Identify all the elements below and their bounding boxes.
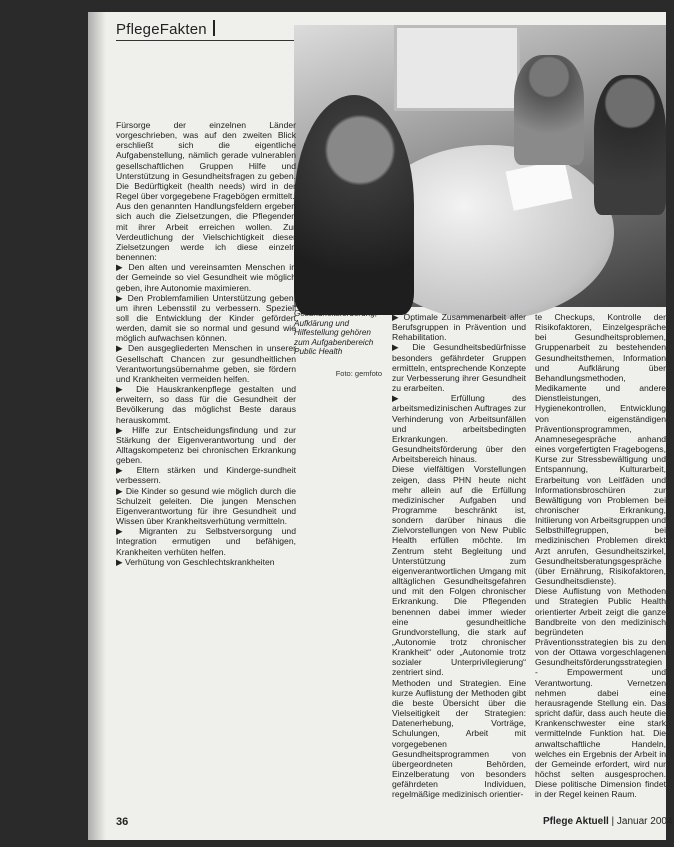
paragraph: Diese vielfältigen Vorstellungen zeigen, dass PHN heute nicht mehr allein auf die Erfüllung medizinischer Aufgaben und Programme beschränkt ist, sondern darüber hinaus die Zielvorstellungen von New Public Health erfüllen möchte. Im Zentrum steht Begleitung und Unterstützung zum eigenverantwortlichen Umgang mit alltäglichen Gesundheitsgefahren und mit den Folgen chronischer Erkrankung. Die Pflegenden benennen dabei immer wieder eine gesundheitliche Grundvorstellung, die stark auf „Autonomie trotz chronischer Krankheit“ oder „Autonomie trotz sozialer Unterprivilegierung“ zentriert sind. <box>392 464 526 678</box>
journal-name: Pflege Aktuell <box>543 816 609 827</box>
journal-issue: Januar 2004 <box>616 816 673 827</box>
list-item: ▶ Hilfe zur Entscheidungsfindung und zur Stärkung der Eigenverantwortung und der Alltagskompetenz bei chronischen Erkrankung geben. <box>116 424 296 466</box>
photo-person-center <box>514 55 584 165</box>
text-column-3 <box>535 312 666 800</box>
journal-footer: Pflege Aktuell | Januar 2004 <box>543 816 673 827</box>
article-photo <box>294 25 666 307</box>
section-title: PflegeFakten <box>116 21 207 38</box>
paragraph: Diese Auflistung von Methoden und Strategien Public Health orientierter Arbeit zeigt die ganze Bandbreite von den medizinisch begründeten Präventionsstrategien bis zu den von der Ottawa vorgeschlagenen Gesundheitsförderungsstrategien - Empowerment und Verantwortung. Vernetzen nehmen dabei eine herausragende Stellung ein. Das spricht dafür, dass auch heute die Krankenschwester eine stark vermittelnde Funktion hat. Die anwaltschaftliche Handeln, welches ein Ergebnis der Arbeit in der Gemeinde erfordert, wird nur höchst selten ausgesprochen. Diese politische Dimension findet in der Regel keinen Raum. <box>535 586 666 800</box>
list-item: ▶ Die Kinder so gesund wie möglich durch die Schulzeit geleiten. Die jungen Menschen Eigenverantwortung für ihre Gesundheit und Wissen über Krankheitsverhütung vermitteln. <box>116 485 296 527</box>
list-item: ▶ Verhütung von Geschlechtskrankheiten <box>116 556 275 567</box>
list-item: ▶ Die Gesundheitsbedürfnisse besonders gefährdeter Gruppen ermitteln, entsprechende Konzepte zur Verbesserung ihrer Gesundheit zu erarbeiten. <box>392 342 526 394</box>
text-column-1 <box>116 120 296 567</box>
paragraph: Fürsorge der einzelnen Länder vorgeschrieben, was auf den zweiten Blick erschließt sich die eigentliche Aufgabenstellung, nämlich gerade vulnerablen gesellschaftlichen Gruppen Hilfe und Unterstützung in Gesundheitsfragen zu geben. Die Bedürftigkeit (health needs) wird in der Regel über vorgegebene Fragebögen ermittelt. <box>116 120 296 202</box>
photo-person-right <box>594 75 666 215</box>
paragraph: Methoden und Strategien. Eine kurze Auflistung der Methoden gibt die beste Übersicht über die Vielseitigkeit der Strategien: Datenerhebung, Vorträge, Schulungen, Arbeit mit vorgegebenen Gesundheitsprogrammen von übergeordneten Behörden, Einzelberatung von besonders gefährdeten Individuen, regelmäßige medizinisch orientier- <box>392 677 526 800</box>
photo-credit: Foto: gemfoto <box>335 369 382 378</box>
list-item: ▶ Optimale Zusammenarbeit aller Berufsgruppen in Prävention und Rehabilitation. <box>392 312 526 343</box>
list-item: ▶ Den Problemfamilien Unterstützung geben, um ihren Lebensstil zu verbessern. Speziell soll die Entwicklung der Kinder gefördert werden, damit sie so normal und gesund wie möglich aufwachsen können. <box>116 292 296 344</box>
list-item: ▶ Erfüllung des arbeitsmedizinischen Auftrages zur Verhinderung von Arbeitsunfällen und arbeitsbedingten Erkrankungen. Gesundheitsförderung über den Arbeitsbereich hinaus. <box>392 393 526 465</box>
list-item: ▶ Den ausgegliederten Menschen in unserer Gesellschaft Chancen zur gesundheitlichen Verantwortungsübernahme geben, sie fördern und Krankheiten vermeiden helfen. <box>116 343 296 384</box>
photo-person-left <box>294 95 414 315</box>
list-item: ▶ Die Hauskrankenpflege gestalten und erweitern, so dass für die Gesundheit der Bevölkerung das möglichst Beste daraus herauskommt. <box>116 384 296 425</box>
header-bar <box>213 20 215 36</box>
photo-caption: Gesundheitsförderung, Aufklärung und Hilfestellung gehören zum Aufgabenbereich Public Health <box>294 309 378 357</box>
list-item: ▶ Eltern stärken und Kinderge-sundheit verbessern. <box>116 465 296 486</box>
list-item: ▶ Migranten zu Selbstversorgung und Integration ermutigen und befähigen, Krankheiten verhüten helfen. <box>116 526 296 557</box>
photo-window <box>394 25 520 111</box>
page-number: 36 <box>116 816 129 828</box>
paragraph: te Checkups, Kontrolle der Risikofaktoren, Einzelgespräche bei Gesundheitsproblemen, Gruppenarbeit zu bestehenden Gesundheitsthemen, Information und Aufklärung über Behandlungsmethoden, Medikamente und andere Dienstleistungen, Hygienekontrollen, Entwicklung von eigenständigen Präventionsprogrammen, Anamnesegespräche anhand eines vorgefertigten Fragebogens, Kurse zur Stressbewältigung und Entspannung, Kulturarbeit, Erarbeitung von Leitfäden und Informationsbroschüren zur Bewältigung von Problemen bei chronischer Erkrankung, Initiierung von Arbeitsgruppen und Selbsthilfegruppen, bei medizinischen Problemen direkt Arzt anrufen, Gesundheitszirkel, Gesundheitsberatungsgespräche (über Ernährung, Risikofaktoren, Gesundheitsdienste). <box>535 312 666 587</box>
text-column-2 <box>392 312 526 800</box>
paragraph: Aus den genannten Handlungsfeldern ergeben sich auch die Zielsetzungen, die Pflegenden mit ihrer Arbeit erreichen wollen. Zur Verdeutlichung der Vielschichtigkeit dieser Zielsetzungen werde ich diese einzeln benennen: <box>116 201 296 263</box>
list-item: ▶ Den alten und vereinsamten Menschen in der Gemeinde so viel Gesundheit wie möglich geben, ihre Autonomie maximieren. <box>116 262 296 293</box>
magazine-page <box>88 12 673 840</box>
